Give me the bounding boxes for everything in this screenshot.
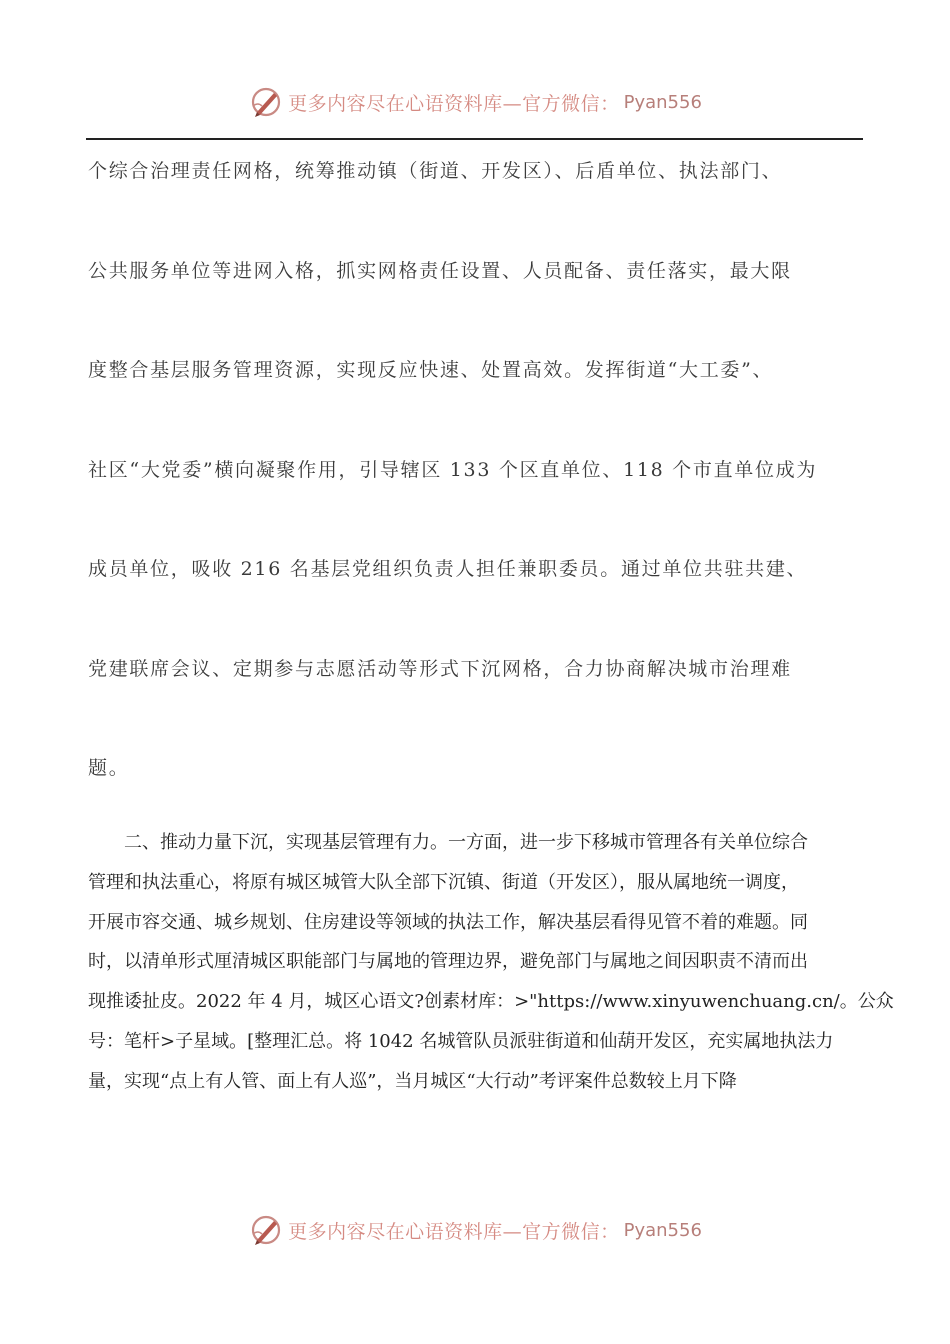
paragraph-line: 量，实现“点上有人管、面上有人巡”，当月城区“大行动”考评案件总数较上月下降: [88, 1070, 737, 1092]
footer-brand-text: 更多内容尽在心语资料库—官方微信：: [288, 1220, 620, 1243]
paragraph-line: 个综合治理责任网格，统筹推动镇（街道、开发区）、后盾单位、执法部门、: [88, 160, 783, 182]
pen-logo-icon: [248, 1212, 284, 1248]
footer-brand: [248, 1212, 702, 1248]
paragraph-line: 二、推动力量下沉，实现基层管理有力。一方面，进一步下移城市管理各有关单位综合: [88, 832, 808, 853]
paragraph-line: 社区“大党委”横向凝聚作用，引导辖区 133 个区直单位、118 个市直单位成为: [88, 458, 818, 481]
paragraph-force-sinking: [88, 823, 894, 1102]
header-brand-text: 更多内容尽在心语资料库—官方微信：: [288, 92, 620, 115]
footer-wechat-id: Pyan556: [623, 1219, 702, 1241]
header-wechat-id: Pyan556: [623, 91, 702, 113]
paragraph-line: 题。: [88, 757, 130, 779]
paragraph-grid-governance: [88, 122, 864, 819]
paragraph-line: 现推诿扯皮。2022 年 4 月，城区心语文?创素材库：>"https://www.xinyuwenchuang.cn/。公众: [88, 991, 894, 1013]
paragraph-line: 成员单位，吸收 216 名基层党组织负责人担任兼职委员。通过单位共驻共建、: [88, 558, 808, 580]
paragraph-line: 公共服务单位等进网入格，抓实网格责任设置、人员配备、责任落实，最大限: [88, 259, 792, 282]
pen-logo-icon: [248, 84, 284, 120]
paragraph-line: 度整合基层服务管理资源，实现反应快速、处置高效。发挥街道“大工委”、: [88, 359, 774, 381]
paragraph-line: 号：笔杆>子星域。[整理汇总。将 1042 名城管队员派驻街道和仙葫开发区，充实属地执法力: [88, 1030, 834, 1052]
paragraph-line: 党建联席会议、定期参与志愿活动等形式下沉网格，合力协商解决城市治理难: [88, 657, 792, 680]
paragraph-line: 开展市容交通、城乡规划、住房建设等领域的执法工作，解决基层看得见管不着的难题。同: [88, 911, 808, 933]
page-header: [0, 82, 950, 122]
header-brand: [248, 84, 702, 120]
paragraph-line: 管理和执法重心，将原有城区城管大队全部下沉镇、街道（开发区），服从属地统一调度，: [88, 871, 799, 893]
paragraph-line: 时，以清单形式厘清城区职能部门与属地的管理边界，避免部门与属地之间因职责不清而出: [88, 951, 808, 973]
page-footer: [0, 1210, 950, 1250]
